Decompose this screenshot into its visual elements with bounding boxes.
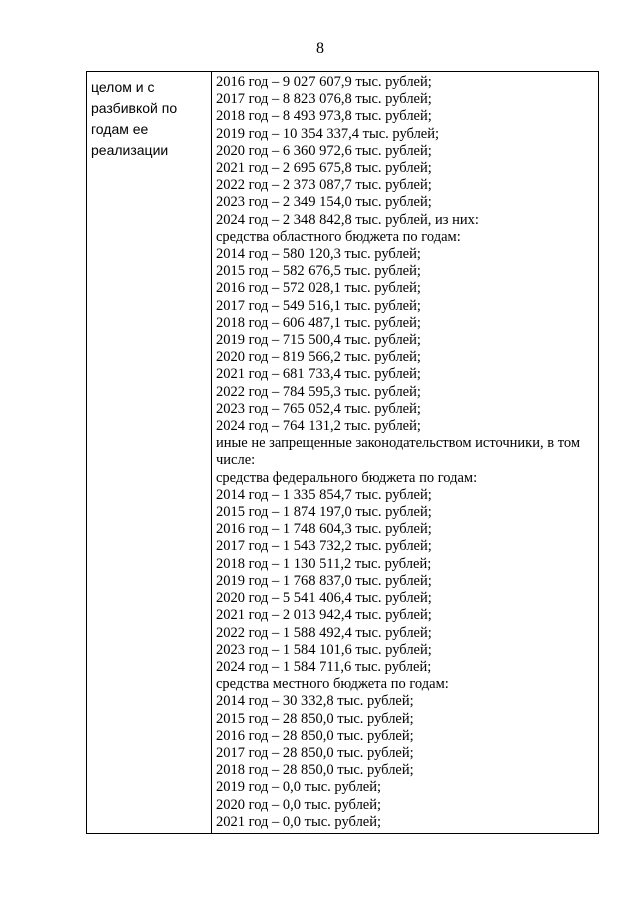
funding-line: 2022 год – 2 373 087,7 тыс. рублей; [216,177,432,194]
label-cell [87,72,212,834]
funding-line: 2016 год – 28 850,0 тыс. рублей; [216,727,414,744]
funding-line: 2019 год – 715 500,4 тыс. рублей; [216,332,421,349]
label-line: годам ее [91,121,149,137]
funding-line: 2021 год – 2 013 942,4 тыс. рублей; [216,607,432,624]
funding-line: 2024 год – 764 131,2 тыс. рублей; [216,418,421,435]
funding-line: иные не запрещенные законодательством источники, в том числе: [216,435,581,469]
funding-line: 2019 год – 0,0 тыс. рублей; [216,779,382,796]
funding-line: 2020 год – 5 541 406,4 тыс. рублей; [216,590,432,607]
label-line: разбивкой по [91,100,178,116]
funding-line: 2024 год – 2 348 842,8 тыс. рублей, из них: [216,211,479,228]
funding-line: 2017 год – 549 516,1 тыс. рублей; [216,297,421,314]
page-number: 8 [316,40,324,57]
funding-line: средства федерального бюджета по годам: [216,469,478,486]
label-line: целом и с [91,79,155,95]
funding-line: 2019 год – 10 354 337,4 тыс. рублей; [216,125,440,142]
label-line: реализации [91,142,169,158]
funding-line: 2020 год – 6 360 972,6 тыс. рублей; [216,142,432,159]
funding-lines [216,74,594,831]
funding-line: 2015 год – 28 850,0 тыс. рублей; [216,710,414,727]
funding-line: 2024 год – 1 584 711,6 тыс. рублей; [216,658,432,675]
funding-line: средства местного бюджета по годам: [216,676,449,693]
funding-line: 2018 год – 28 850,0 тыс. рублей; [216,762,414,779]
funding-line: 2017 год – 8 823 076,8 тыс. рублей; [216,91,432,108]
funding-line: 2014 год – 1 335 854,7 тыс. рублей; [216,486,432,503]
funding-line: 2020 год – 819 566,2 тыс. рублей; [216,349,421,366]
funding-line: 2017 год – 28 850,0 тыс. рублей; [216,744,414,761]
funding-line: 2016 год – 1 748 604,3 тыс. рублей; [216,521,432,538]
funding-line: 2016 год – 572 028,1 тыс. рублей; [216,280,421,297]
funding-line: 2021 год – 681 733,4 тыс. рублей; [216,366,421,383]
funding-line: 2019 год – 1 768 837,0 тыс. рублей; [216,572,432,589]
table-row [87,72,599,834]
funding-line: 2020 год – 0,0 тыс. рублей; [216,796,382,813]
funding-line: 2018 год – 8 493 973,8 тыс. рублей; [216,108,432,125]
funding-line: 2016 год – 9 027 607,9 тыс. рублей; [216,74,432,90]
funding-line: 2018 год – 1 130 511,2 тыс. рублей; [216,555,432,572]
funding-line: 2017 год – 1 543 732,2 тыс. рублей; [216,538,432,555]
funding-line: средства областного бюджета по годам: [216,228,461,245]
funding-line: 2022 год – 784 595,3 тыс. рублей; [216,383,421,400]
funding-line: 2022 год – 1 588 492,4 тыс. рублей; [216,624,432,641]
funding-line: 2023 год – 765 052,4 тыс. рублей; [216,400,421,417]
funding-line: 2015 год – 582 676,5 тыс. рублей; [216,263,421,280]
funding-line: 2023 год – 1 584 101,6 тыс. рублей; [216,641,432,658]
funding-line: 2021 год – 2 695 675,8 тыс. рублей; [216,160,432,177]
budget-table [86,71,599,834]
funding-line: 2014 год – 580 120,3 тыс. рублей; [216,246,421,263]
funding-line: 2018 год – 606 487,1 тыс. рублей; [216,314,421,331]
funding-line: 2023 год – 2 349 154,0 тыс. рублей; [216,194,432,211]
label-text [91,74,207,161]
funding-line: 2021 год – 0,0 тыс. рублей; [216,813,382,830]
funding-line: 2015 год – 1 874 197,0 тыс. рублей; [216,504,432,521]
funding-cell [212,72,599,834]
funding-line: 2014 год – 30 332,8 тыс. рублей; [216,693,414,710]
